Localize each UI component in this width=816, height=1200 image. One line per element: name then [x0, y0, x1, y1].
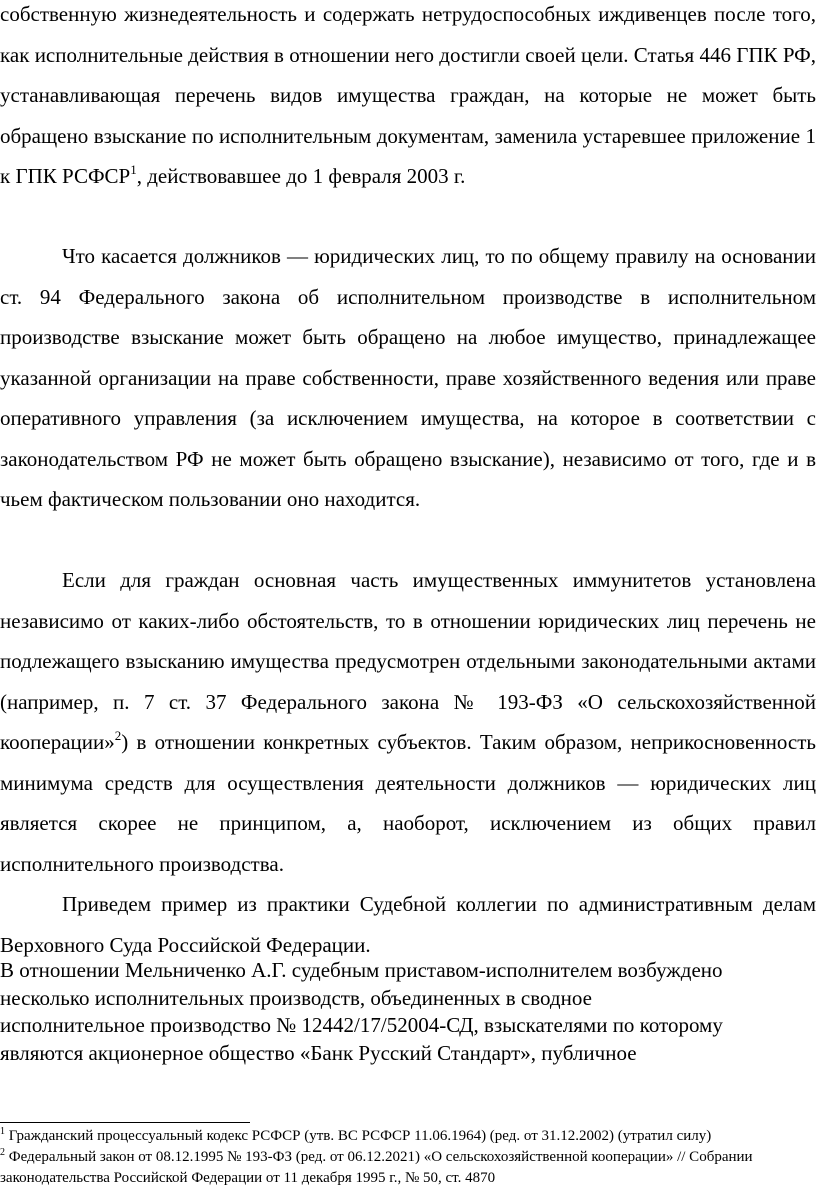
paragraph-3-text-a: Если для граждан основная часть имущественных иммунитетов установлена независимо от каких-либо обстоятельств, то в отношении юридических лиц перечень не подлежащего взысканию имущества предусмотрен отдельными законодательными актами (например, п. 7 ст. 37 Федерального закона № 193-ФЗ «О сельскохозяйственной кооперации» — [0, 568, 816, 754]
paragraph-1-text-a: собственную жизнедеятельность и содержать нетрудоспособных иждивенцев после того, как исполнительные действия в отношении него достигли своей цели. Статья 446 ГПК РФ, устанавливающая перечень видов имущества граждан, на которые не может быть обращено взыскание по исполнительным документам, заменила устаревшее приложение 1 к ГПК РСФСР — [0, 2, 816, 188]
footnote-2-text: Федеральный закон от 08.12.1995 № 193-ФЗ (ред. от 06.12.2021) «О сельскохозяйственной кооперации» // Собрании законодательства Российской Федерации от 11 декабря 1995 г., № 50, ст. 4870 — [0, 1149, 753, 1186]
footnote-mark-1: 1 — [0, 1126, 5, 1137]
paragraph-5-line-3: исполнительное производство № 12442/17/52004-СД, взыскателями по которому — [0, 1013, 723, 1038]
paragraph-1 — [0, 0, 816, 197]
paragraph-1-text-b: , действовавшее до 1 февраля 2003 г. — [136, 164, 466, 188]
footnote-1 — [0, 1126, 816, 1147]
paragraph-4: Приведем пример из практики Судебной коллегии по административным делам Верховного Суда Российской Федерации. — [0, 892, 816, 957]
paragraph-3-text-b: ) в отношении конкретных субъектов. Таким образом, неприкосновенность минимума средств для осуществления деятельности должников — юридических лиц является скорее не принципом, а, наоборот, исключением из общих правил исполнительного производства. — [0, 730, 816, 876]
footnotes — [0, 1126, 816, 1189]
paragraph-5-line-2: несколько исполнительных производств, объединенных в сводное — [0, 985, 592, 1010]
footnote-ref-2[interactable]: 2 — [114, 728, 122, 743]
paragraph-3 — [0, 560, 816, 884]
paragraph-5-line-4: являются акционерное общество «Банк Русский Стандарт», публичное — [0, 1040, 637, 1065]
footnote-1-text: Гражданский процессуальный кодекс РСФСР (утв. ВС РСФСР 11.06.1964) (ред. от 31.12.2002) (утратил силу) — [5, 1128, 712, 1144]
footnote-ref-1[interactable]: 1 — [130, 162, 137, 177]
footnote-2 — [0, 1147, 816, 1189]
paragraph-2: Что касается должников — юридических лиц, то по общему правилу на основании ст. 94 Федерального закона об исполнительном производстве в исполнительном производстве взыскание может быть обращено на любое имущество, принадлежащее указанной организации на праве собственности, праве хозяйственного ведения или праве оперативного управления (за исключением имущества, на которое в соответствии с законодательством РФ не может быть обращено взыскание), независимо от того, где и в чьем фактическом пользовании оно находится. — [0, 244, 816, 511]
footnote-mark-2: 2 — [0, 1147, 5, 1158]
paragraph-5-line-1: В отношении Мельниченко А.Г. судебным приставом-исполнителем возбуждено — [0, 958, 723, 982]
paragraph-5 — [0, 957, 816, 1067]
footnote-separator — [0, 1122, 250, 1123]
